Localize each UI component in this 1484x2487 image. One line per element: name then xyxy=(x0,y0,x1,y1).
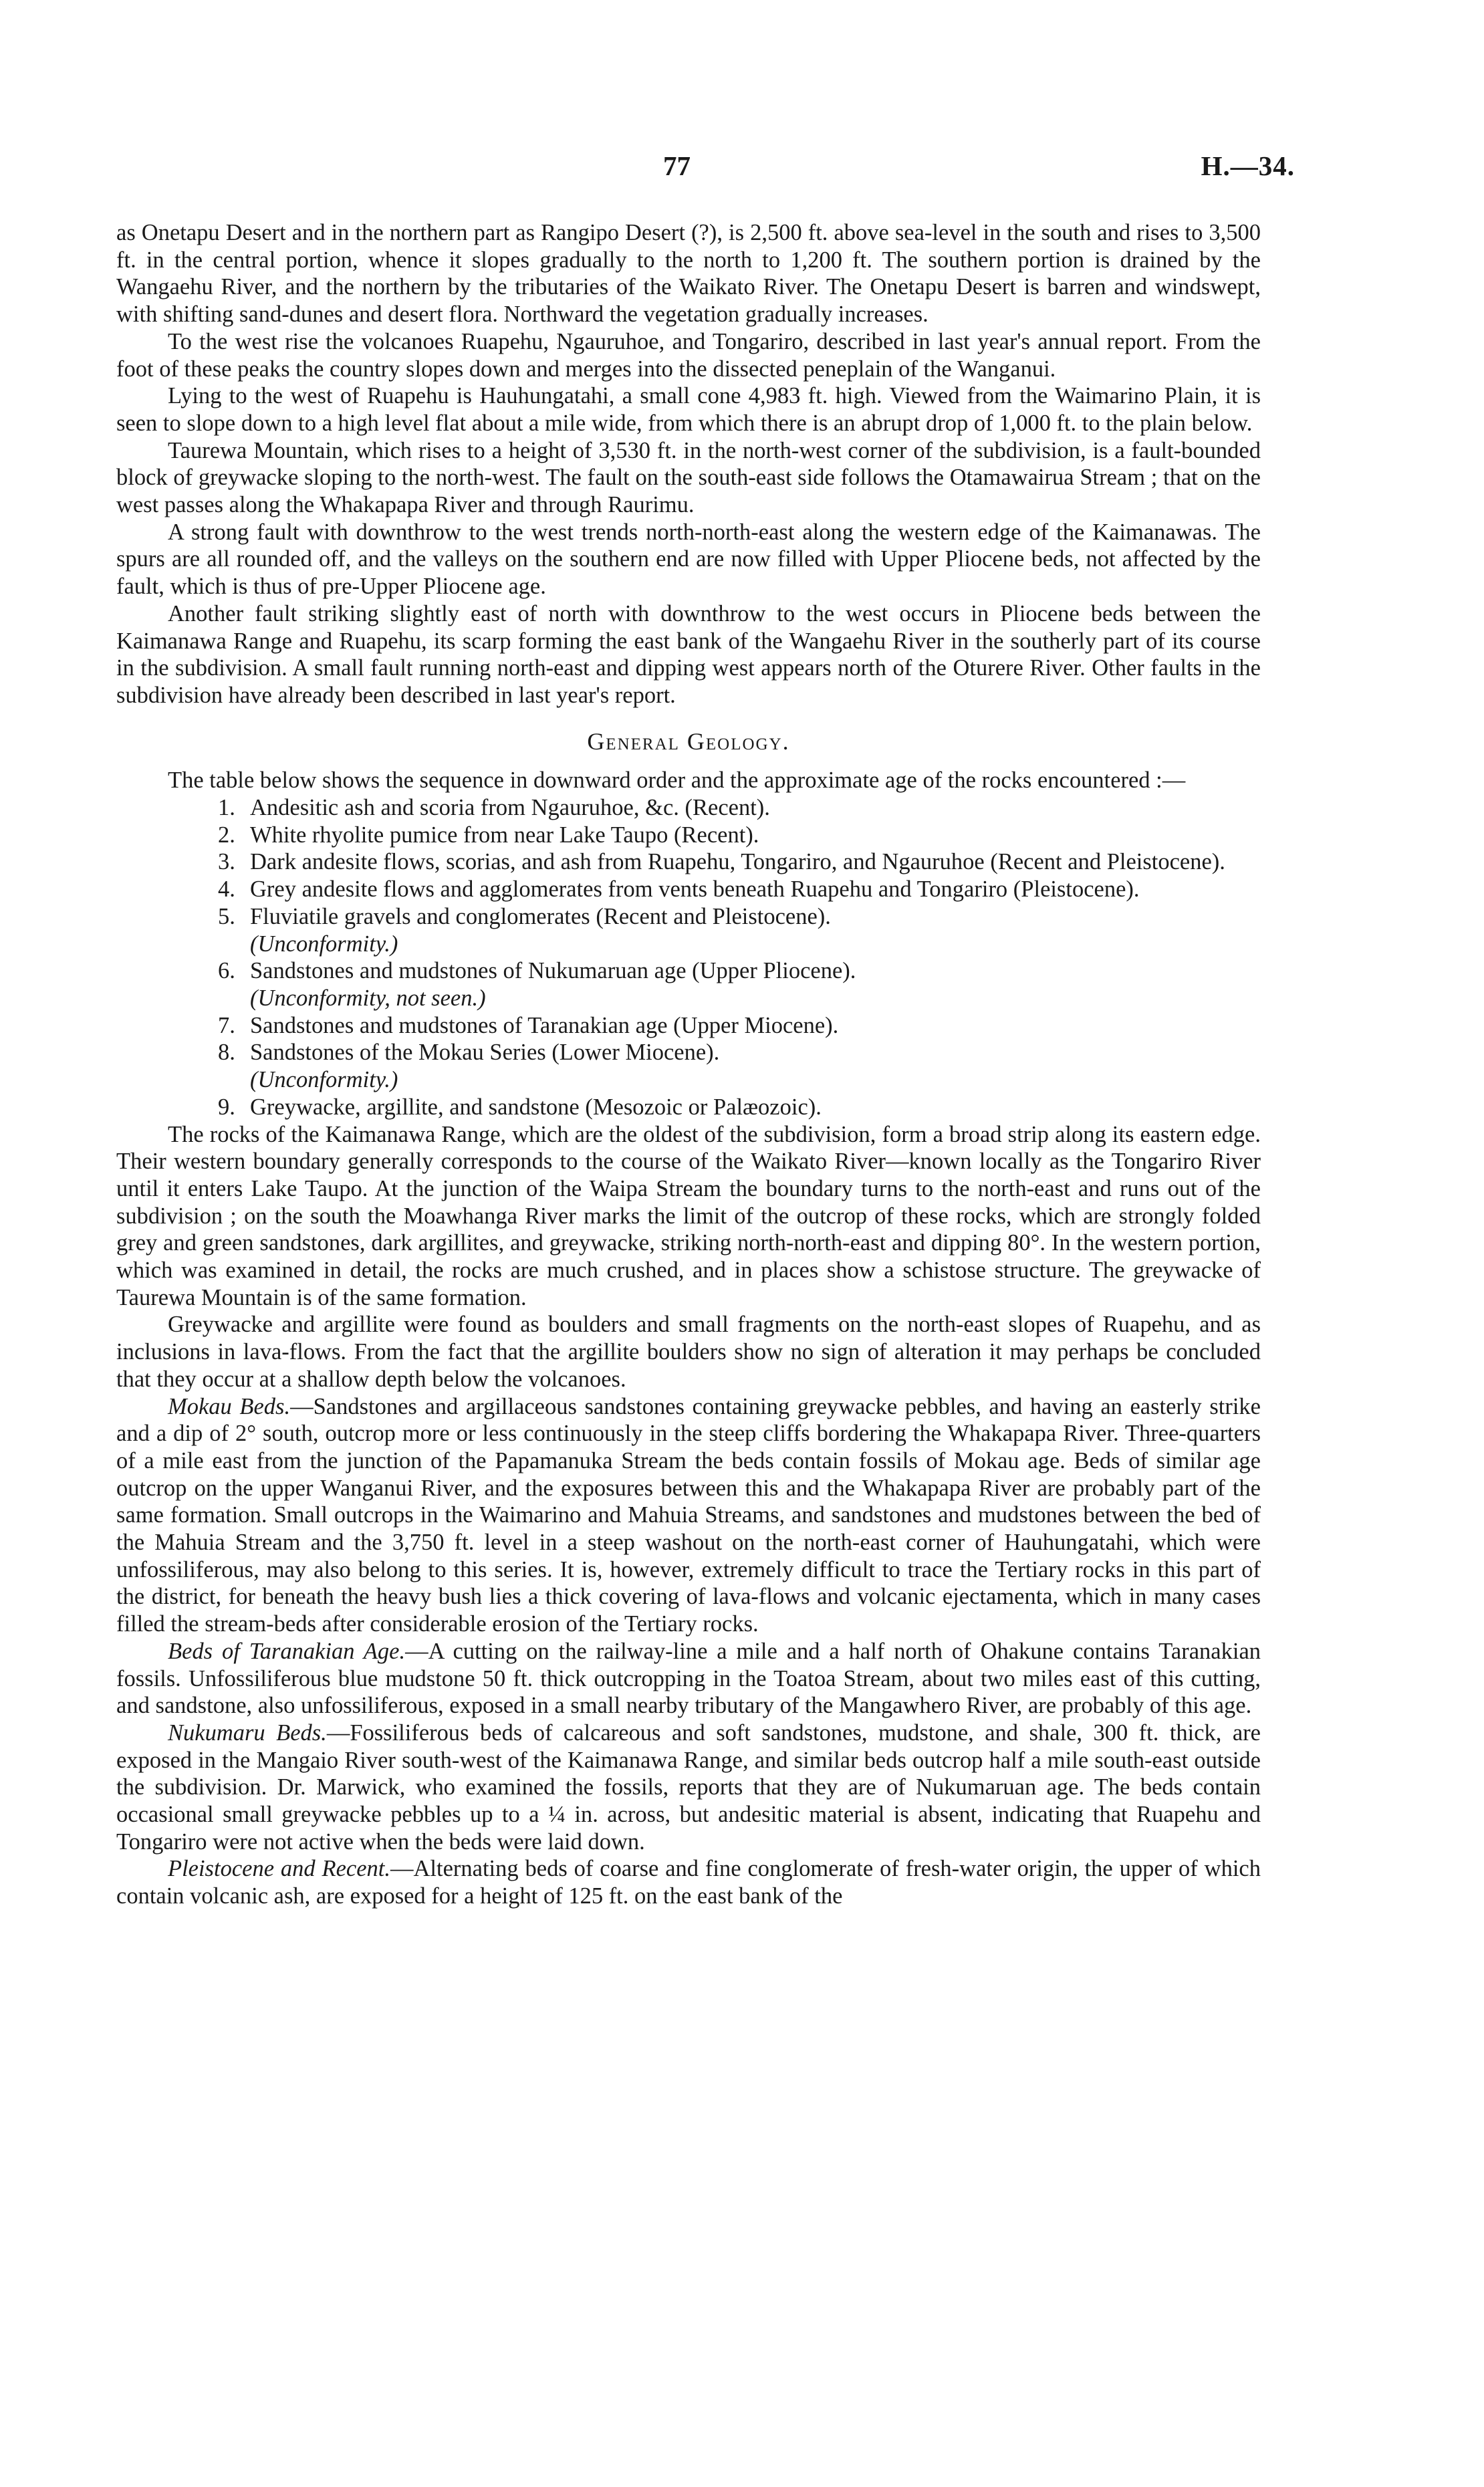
paragraph-lead: Nukumaru Beds. xyxy=(168,1720,327,1746)
sequence-item: 7. Sandstones and mudstones of Taranakian age (Upper Miocene). xyxy=(218,1012,839,1038)
paragraph: Beds of Taranakian Age.—A cutting on the railway-line a mile and a half north of Ohakune contains Taranakian fossils. Unfossiliferous blue mudstone 50 ft. thick outcropping in the Toatoa Stream, about two miles east of this cutting, and sandstone, also unfossiliferous, exposed in a small nearby tributary of the Mangawhero River, are probably of this age. xyxy=(116,1638,1261,1719)
document-body xyxy=(116,219,1261,1910)
rock-sequence-list xyxy=(116,794,1261,1120)
paragraph-lead: Pleistocene and Recent. xyxy=(168,1856,390,1882)
sequence-item: 1. Andesitic ash and scoria from Ngauruhoe, &c. (Recent). xyxy=(218,795,770,821)
sequence-intro: The table below shows the sequence in downward order and the approximate age of the rocks encountered :— xyxy=(168,767,1186,794)
paragraph-lead: Mokau Beds. xyxy=(168,1393,291,1419)
paragraph: Nukumaru Beds.—Fossiliferous beds of calcareous and soft sandstones, mudstone, and shale, 300 ft. thick, are exposed in the Mangaio River south-west of the Kaimanawa Range, and similar beds outcrop half a mile south-east outside the subdivision. Dr. Marwick, who examined the fossils, reports that they are of Nukumaruan age. The beds contain occasional small greywacke pebbles up to a ¼ in. across, but andesitic material is absent, indicating that Ruapehu and Tongariro were not active when the beds were laid down. xyxy=(116,1720,1261,1855)
paragraph: The rocks of the Kaimanawa Range, which are the oldest of the subdivision, form a broad strip along its eastern edge. Their western boundary generally corresponds to the course of the Waikato River—known locally as the Tongariro River until it enters Lake Taupo. At the junction of the Waipa Stream the boundary turns to the north-east and runs out of the subdivision ; on the south the Moawhanga River marks the limit of the outcrop of these rocks, which are strongly folded grey and green sandstones, dark argillites, and greywacke, striking north-north-east and dipping 80°. In the western portion, which was examined in detail, the rocks are much crushed, and in places show a schistose structure. The greywacke of Taurewa Mountain is of the same formation. xyxy=(116,1121,1261,1310)
section-heading: General Geology. xyxy=(587,727,790,755)
paragraph-lead: Beds of Taranakian Age. xyxy=(168,1638,406,1664)
unconformity-note: (Unconformity.) xyxy=(250,931,398,957)
paragraph: To the west rise the volcanoes Ruapehu, Ngauruhoe, and Tongariro, described in last year's annual report. From the foot of these peaks the country slopes down and merges into the dissected peneplain of the Wanganui. xyxy=(116,328,1261,382)
unconformity-note: (Unconformity, not seen.) xyxy=(250,985,486,1011)
paragraph: Lying to the west of Ruapehu is Hauhungatahi, a small cone 4,983 ft. high. Viewed from the Waimarino Plain, it is seen to slope down to a high level flat about a mile wide, from which there is an abrupt drop of 1,000 ft. to the plain below. xyxy=(116,383,1261,436)
unconformity-note: (Unconformity.) xyxy=(250,1067,398,1093)
sequence-item: 6. Sandstones and mudstones of Nukumaruan age (Upper Pliocene). xyxy=(218,958,856,984)
sequence-item: 9. Greywacke, argillite, and sandstone (Mesozoic or Palæozoic). xyxy=(218,1094,822,1120)
sequence-item: 8. Sandstones of the Mokau Series (Lower Miocene). xyxy=(218,1040,720,1066)
paragraph: Another fault striking slightly east of north with downthrow to the west occurs in Pliocene beds between the Kaimanawa Range and Ruapehu, its scarp forming the east bank of the Wangaehu River in the southerly part of its course in the subdivision. A small fault running north-east and dipping west appears north of the Oturere River. Other faults in the subdivision have already been described in last year's report. xyxy=(116,600,1261,708)
paragraph: Taurewa Mountain, which rises to a height of 3,530 ft. in the north-west corner of the subdivision, is a fault-bounded block of greywacke sloping to the north-west. The fault on the south-east side follows the Otamawairua Stream ; that on the west passes along the Whakapapa River and through Raurimu. xyxy=(116,437,1261,518)
sequence-item: 2. White rhyolite pumice from near Lake Taupo (Recent). xyxy=(218,822,759,848)
paragraph: Greywacke and argillite were found as boulders and small fragments on the north-east slopes of Ruapehu, and as inclusions in lava-flows. From the fact that the argillite boulders show no sign of alteration it may perhaps be concluded that they occur at a shallow depth below the volcanoes. xyxy=(116,1312,1261,1392)
sequence-item: 3. Dark andesite flows, scorias, and ash from Ruapehu, Tongariro, and Ngauruhoe (Recent and Pleistocene). xyxy=(218,849,1225,875)
paragraph: Pleistocene and Recent.—Alternating beds of coarse and fine conglomerate of fresh-water origin, the upper of which contain volcanic ash, are exposed for a height of 125 ft. on the east bank of the xyxy=(116,1856,1261,1909)
paragraph: A strong fault with downthrow to the west trends north-north-east along the western edge of the Kaimanawas. The spurs are all rounded off, and the valleys on the southern end are now filled with Upper Pliocene beds, not affected by the fault, which is thus of pre-Upper Pliocene age. xyxy=(116,519,1261,600)
sequence-item: 4. Grey andesite flows and agglomerates from vents beneath Ruapehu and Tongariro (Pleistocene). xyxy=(218,876,1140,903)
paragraph: as Onetapu Desert and in the northern part as Rangipo Desert (?), is 2,500 ft. above sea-level in the south and rises to 3,500 ft. in the central portion, whence it slopes gradually to the north to 1,200 ft. The southern portion is drained by the Wangaehu River, and the northern by the tributaries of the Waikato River. The Onetapu Desert is barren and windswept, with shifting sand-dunes and desert flora. Northward the vegetation gradually increases. xyxy=(116,220,1261,328)
paragraph: Mokau Beds.—Sandstones and argillaceous sandstones containing greywacke pebbles, and having an easterly strike and a dip of 2° south, outcrop more or less continuously in the steep cliffs bordering the Whakapapa River. Three-quarters of a mile east from the junction of the Papamanuka Stream the beds contain fossils of Mokau age. Beds of similar age outcrop on the upper Wanganui River, and the exposures between this and the Whakapapa River are probably part of the same formation. Small outcrops in the Waimarino and Mahuia Streams, and sandstones and mudstones between the bed of the Mahuia Stream and the 3,750 ft. level in a steep washout on the north-east corner of Hauhungatahi, which were unfossiliferous, may also belong to this series. It is, however, extremely difficult to trace the Tertiary rocks in this part of the district, for beneath the heavy bush lies a thick covering of lava-flows and volcanic ejectamenta, which in many cases filled the stream-beds after considerable erosion of the Tertiary rocks. xyxy=(116,1393,1261,1637)
page-number: 77 xyxy=(663,150,691,181)
sequence-item: 5. Fluviatile gravels and conglomerates (Recent and Pleistocene). xyxy=(218,903,831,929)
document-reference: H.—34. xyxy=(1201,150,1295,181)
page-header xyxy=(0,150,1484,190)
